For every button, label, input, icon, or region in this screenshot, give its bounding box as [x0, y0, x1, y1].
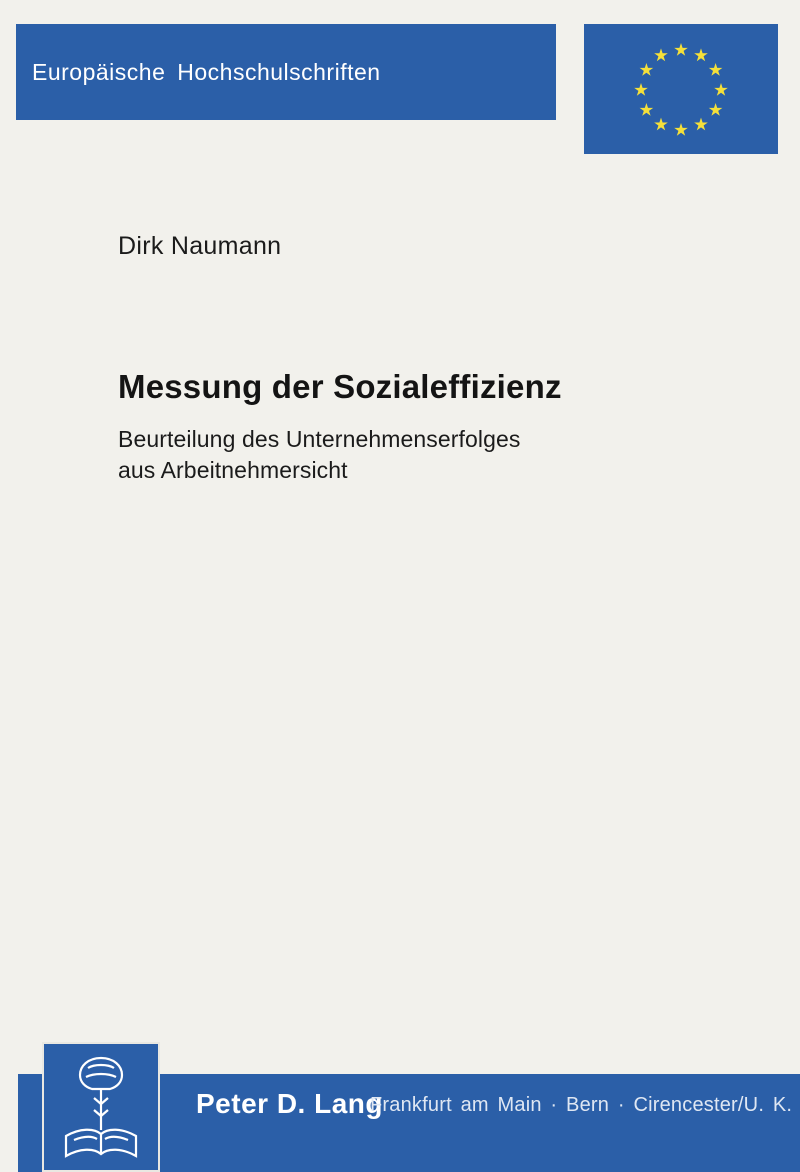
- book-author: Dirk Naumann: [118, 232, 282, 260]
- book-subtitle: [118, 424, 521, 486]
- publisher-name: Peter D. Lang: [196, 1088, 383, 1119]
- european-union-flag: [584, 24, 778, 154]
- book-subtitle-line-1: Beurteilung des Unternehmenserfolges: [118, 426, 521, 452]
- series-banner: [16, 24, 556, 120]
- publisher-places: Frankfurt am Main · Bern · Cirencester/U. K.: [370, 1094, 793, 1116]
- book-subtitle-line-2: aus Arbeitnehmersicht: [118, 457, 348, 484]
- publisher-bar-left-notch: [0, 1074, 18, 1172]
- series-title: Europäische Hochschulschriften: [32, 58, 381, 85]
- publisher-logo: [42, 1042, 160, 1172]
- book-title: Messung der Sozialeffizienz: [118, 368, 562, 405]
